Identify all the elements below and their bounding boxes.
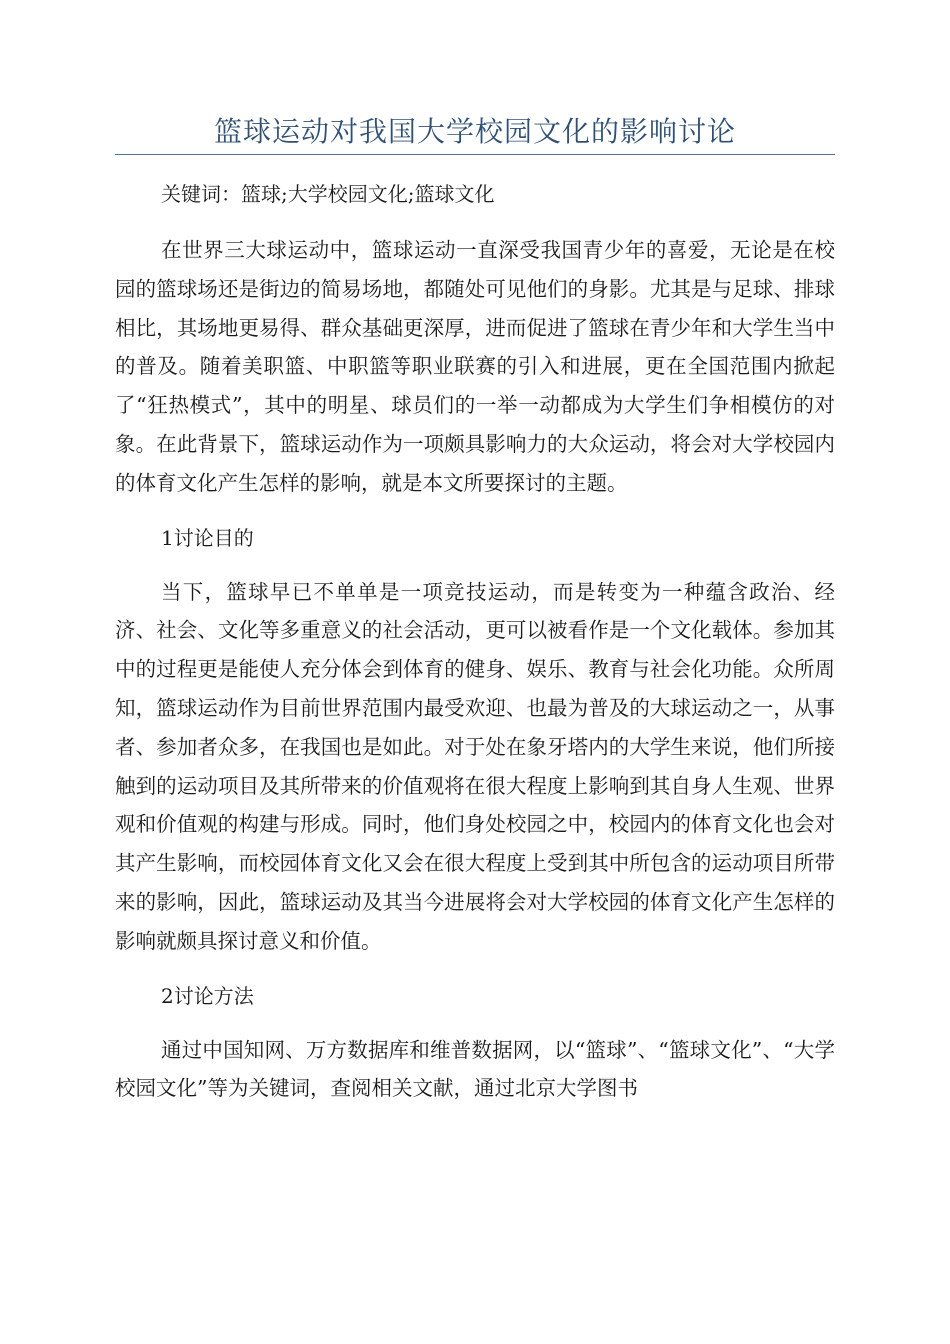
spacer [115,503,835,519]
section-1-paragraph: 当下，篮球早已不单单是一项竞技运动，而是转变为一种蕴含政治、经济、社会、文化等多重意义的社会活动，更可以被看作是一个文化载体。参加其中的过程更是能使人充分体会到体育的健身、娱乐、教育与社会化功能。众所周知，篮球运动作为目前世界范围内最受欢迎、也最为普及的大球运动之一，从事者、参加者众多，在我国也是如此。对于处在象牙塔内的大学生来说，他们所接触到的运动项目及其所带来的价值观将在很大程度上影响到其自身人生观、世界观和价值观的构建与形成。同时，他们身处校园之中，校园内的体育文化也会对其产生影响，而校园体育文化又会在很大程度上受到其中所包含的运动项目所带来的影响，因此，篮球运动及其当今进展将会对大学校园的体育文化产生怎样的影响就颇具探讨意义和价值。 [115,579,835,953]
document-title: 篮球运动对我国大学校园文化的影响讨论 [213,115,736,148]
document-body [115,177,835,1108]
section-2-heading: 2讨论方法 [161,983,254,1008]
intro-paragraph: 在世界三大球运动中，篮球运动一直深受我国青少年的喜爱，无论是在校园的篮球场还是街边的简易场地，都随处可见他们的身影。尤其是与足球、排球相比，其场地更易得、群众基础更深厚，进而促进了篮球在青少年和大学生当中的普及。随着美职篮、中职篮等职业联赛的引入和进展，更在全国范围内掀起了“狂热模式”，其中的明星、球员们的一举一动都成为大学生们争相模仿的对象。在此背景下，篮球运动作为一项颇具影响力的大众运动，将会对大学校园内的体育文化产生怎样的影响，就是本文所要探讨的主题。 [115,238,835,495]
spacer [115,961,835,977]
section-2-paragraph: 通过中国知网、万方数据库和维普数据网，以“篮球”、“篮球文化”、“大学校园文化”等为关键词，查阅相关文献，通过北京大学图书 [115,1037,835,1101]
title-underline [115,154,835,155]
section-1-heading: 1讨论目的 [161,525,254,550]
spacer [115,557,835,573]
spacer [115,211,835,231]
keywords-line: 关键词：篮球;大学校园文化;篮球文化 [161,182,495,206]
spacer [115,1015,835,1031]
